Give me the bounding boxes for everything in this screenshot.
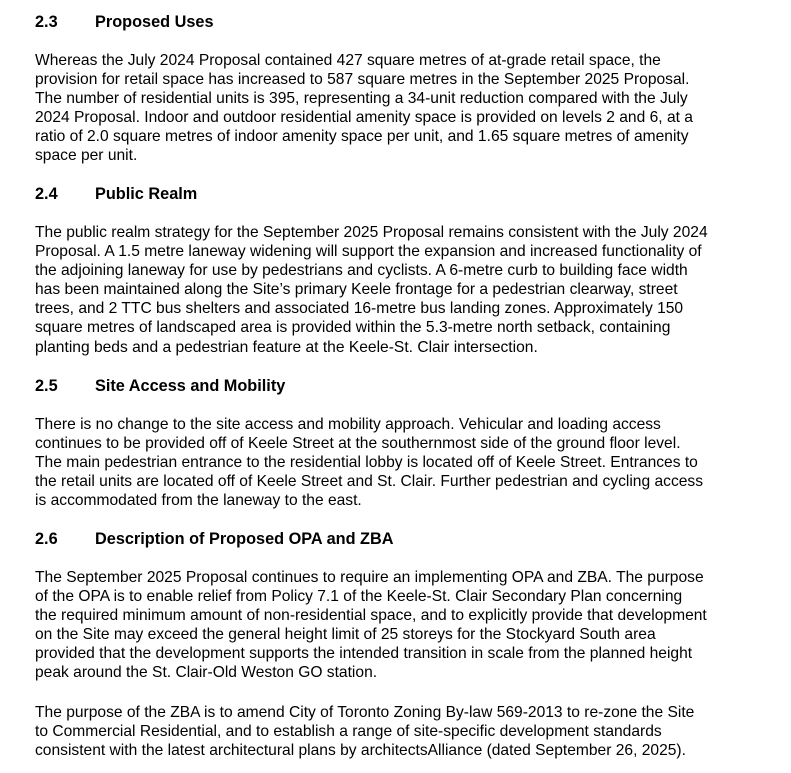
section-paragraph: The September 2025 Proposal continues to require an implementing OPA and ZBA. The purpose of the OPA is to enable relief from Policy 7.1 of the Keele-St. Clair Secondary Plan concerning the required minimum amount of non-residential space, and to explicitly provide that development on the Site may exceed the general height limit of 25 storeys for the Stockyard South area provided that the development supports the intended transition in scale from the planned height peak around the St. Clair-Old Weston GO station. [35, 569, 707, 682]
section-paragraph: Whereas the July 2024 Proposal contained 427 square metres of at-grade retail space, the provision for retail space has increased to 587 square metres in the September 2025 Proposal. The number of residential units is 395, representing a 34-unit reduction compared with the July 2024 Proposal. Indoor and outdoor residential amenity space is provided on levels 2 and 6, at a ratio of 2.0 square metres of indoor amenity space per unit, and 1.65 square metres of amenity space per unit. [35, 52, 693, 165]
section-number: 2.3 [35, 13, 58, 31]
section-number: 2.4 [35, 185, 58, 203]
section-heading-public-realm [35, 185, 197, 204]
section-heading-opa-zba [35, 530, 394, 549]
section-number: 2.5 [35, 377, 58, 395]
section-heading-proposed-uses [35, 13, 214, 32]
section-heading-site-access [35, 377, 285, 396]
section-paragraph: The purpose of the ZBA is to amend City of Toronto Zoning By-law 569-2013 to re-zone the Site to Commercial Residential, and to establish a range of site-specific development standards consistent with the latest architectural plans by architectsAlliance (dated September 26, 2025). [35, 704, 695, 760]
section-number: 2.6 [35, 530, 58, 548]
section-paragraph: The public realm strategy for the September 2025 Proposal remains consistent with the July 2024 Proposal. A 1.5 metre laneway widening will support the expansion and increased functionality of the adjoining laneway for use by pedestrians and cyclists. A 6-metre curb to building face width has been maintained along the Site’s primary Keele frontage for a pedestrian clearway, street trees, and 2 TTC bus shelters and associated 16-metre bus landing zones. Approximately 150 square metres of landscaped area is provided within the 5.3-metre north setback, containing planting beds and a pedestrian feature at the Keele-St. Clair intersection. [35, 224, 708, 356]
section-title: Description of Proposed OPA and ZBA [95, 530, 394, 548]
section-title: Public Realm [95, 185, 198, 203]
section-title: Proposed Uses [95, 13, 214, 31]
section-paragraph: There is no change to the site access and mobility approach. Vehicular and loading access continues to be provided off of Keele Street at the southernmost side of the ground floor level. The main pedestrian entrance to the residential lobby is located off of Keele Street. Entrances to the retail units are located off of Keele Street and St. Clair. Further pedestrian and cycling access is accommodated from the laneway to the east. [35, 416, 704, 510]
section-title: Site Access and Mobility [95, 377, 286, 395]
